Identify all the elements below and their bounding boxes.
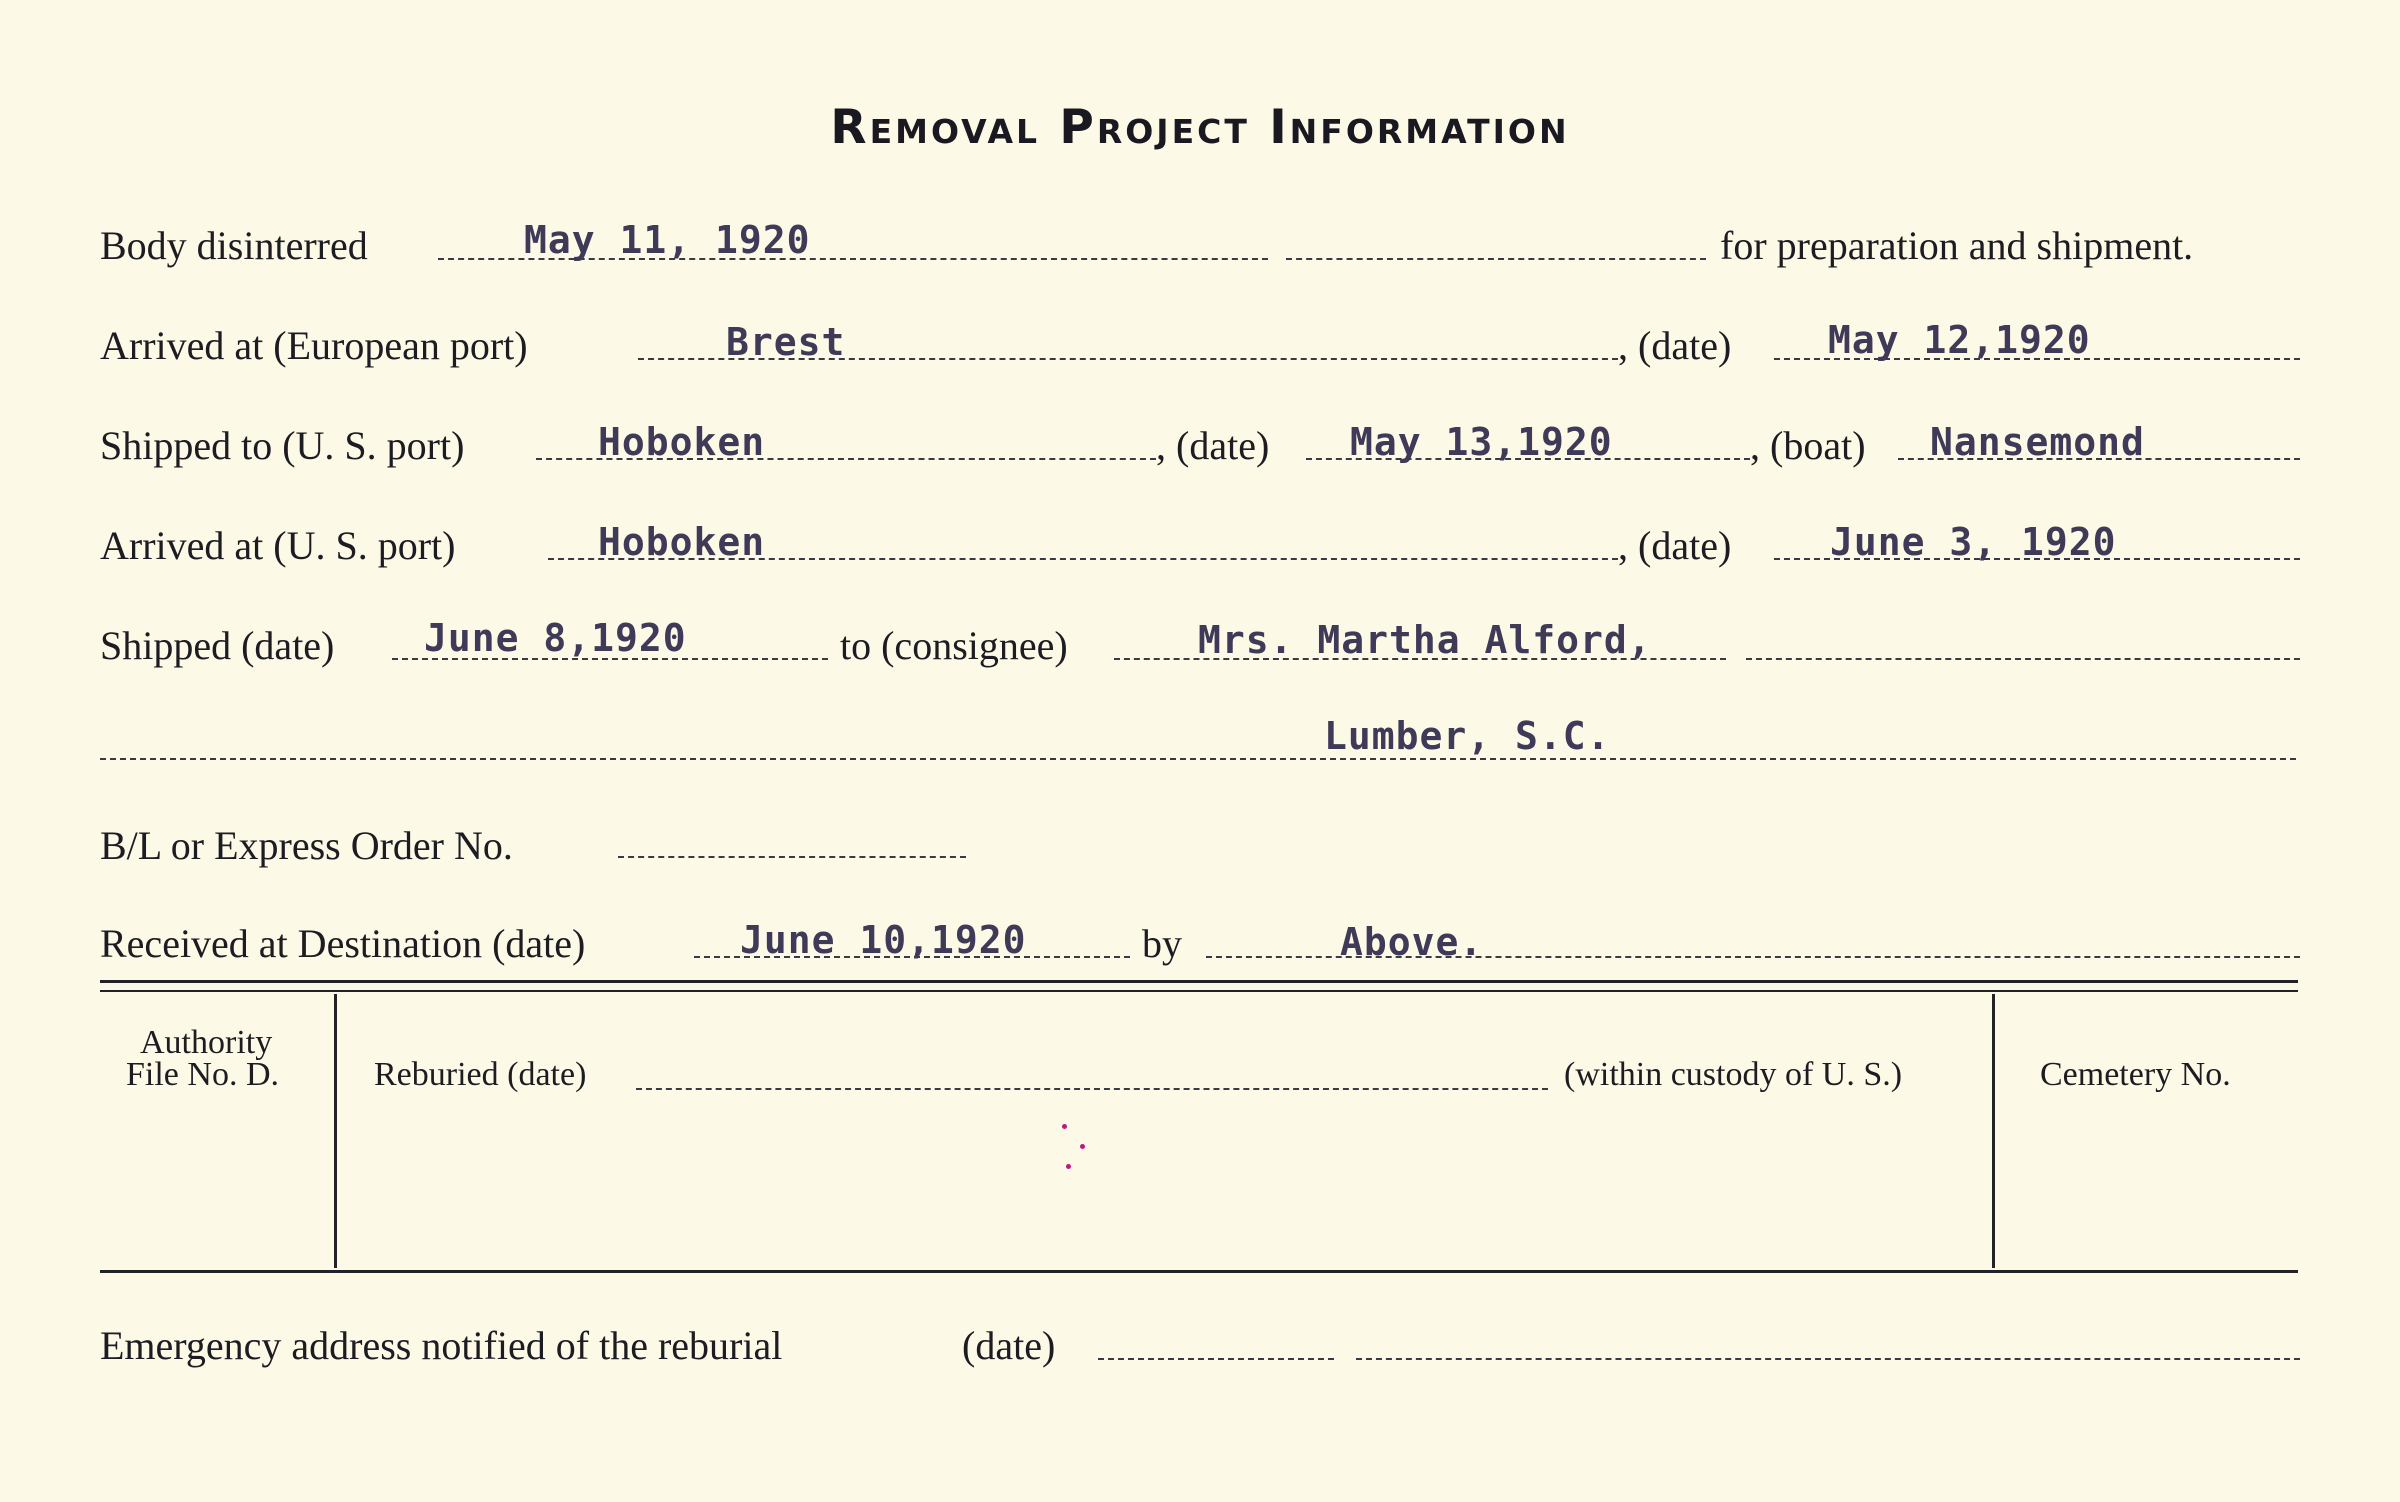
european-port-value: Brest <box>726 320 846 364</box>
received-by-value: Above. <box>1340 920 1484 964</box>
shipped-us-date-label: , (date) <box>1156 423 1270 468</box>
emergency-date-label: (date) <box>962 1323 1056 1368</box>
received-value: June 10,1920 <box>740 918 1027 962</box>
shipped-us-date-value: May 13,1920 <box>1350 420 1613 464</box>
custody-label: (within custody of U. S.) <box>1564 1056 1903 1093</box>
shipped-us-boat-label: , (boat) <box>1750 423 1866 468</box>
address-value: Lumber, S.C. <box>1324 714 1611 758</box>
reburied-label: Reburied (date) <box>374 1056 587 1093</box>
consignee-line-2 <box>1746 658 2300 660</box>
file-no-label: File No. D. <box>126 1056 279 1093</box>
received-by-label: by <box>1142 921 1182 966</box>
table-divider-left <box>334 994 337 1268</box>
european-port-label: Arrived at (European port) <box>100 323 528 368</box>
reburied-line <box>636 1088 1548 1090</box>
disinterred-suffix: for preparation and shipment. <box>1720 223 2194 268</box>
shipped-us-label: Shipped to (U. S. port) <box>100 423 465 468</box>
shipped-us-value: Hoboken <box>598 420 766 464</box>
authority-label: Authority <box>140 1024 273 1061</box>
bl-label: B/L or Express Order No. <box>100 823 513 868</box>
arrived-us-value: Hoboken <box>598 520 766 564</box>
emergency-label: Emergency address notified of the reburial <box>100 1323 783 1368</box>
card-title: Removal Project Information <box>830 100 1570 155</box>
consignee-value: Mrs. Martha Alford, <box>1198 618 1652 662</box>
address-line <box>100 758 2296 760</box>
shipped-us-boat-value: Nansemond <box>1930 420 2145 464</box>
bl-line <box>618 856 966 858</box>
received-label: Received at Destination (date) <box>100 921 586 966</box>
arrived-us-label: Arrived at (U. S. port) <box>100 523 456 568</box>
emergency-line <box>1098 1358 1334 1360</box>
arrived-us-date-label: , (date) <box>1618 523 1732 568</box>
disinterred-value: May 11, 1920 <box>524 218 811 262</box>
emergency-line-2 <box>1356 1358 2300 1360</box>
shipped-label: Shipped (date) <box>100 623 335 668</box>
ink-speck <box>1080 1144 1085 1149</box>
ink-speck <box>1062 1124 1067 1129</box>
table-divider-right <box>1992 994 1995 1268</box>
table-top-rule-2 <box>100 990 2298 992</box>
european-port-date-value: May 12,1920 <box>1828 318 2091 362</box>
european-port-date-label: , (date) <box>1618 323 1732 368</box>
disinterred-line-2 <box>1286 258 1706 260</box>
shipped-value: June 8,1920 <box>424 616 687 660</box>
arrived-us-date-value: June 3, 1920 <box>1830 520 2117 564</box>
ink-speck <box>1066 1164 1071 1169</box>
disinterred-label: Body disinterred <box>100 223 368 268</box>
table-bottom-rule <box>100 1270 2298 1273</box>
consignee-label: to (consignee) <box>840 623 1068 668</box>
cemetery-no-label: Cemetery No. <box>2040 1056 2231 1093</box>
table-top-rule <box>100 980 2298 983</box>
